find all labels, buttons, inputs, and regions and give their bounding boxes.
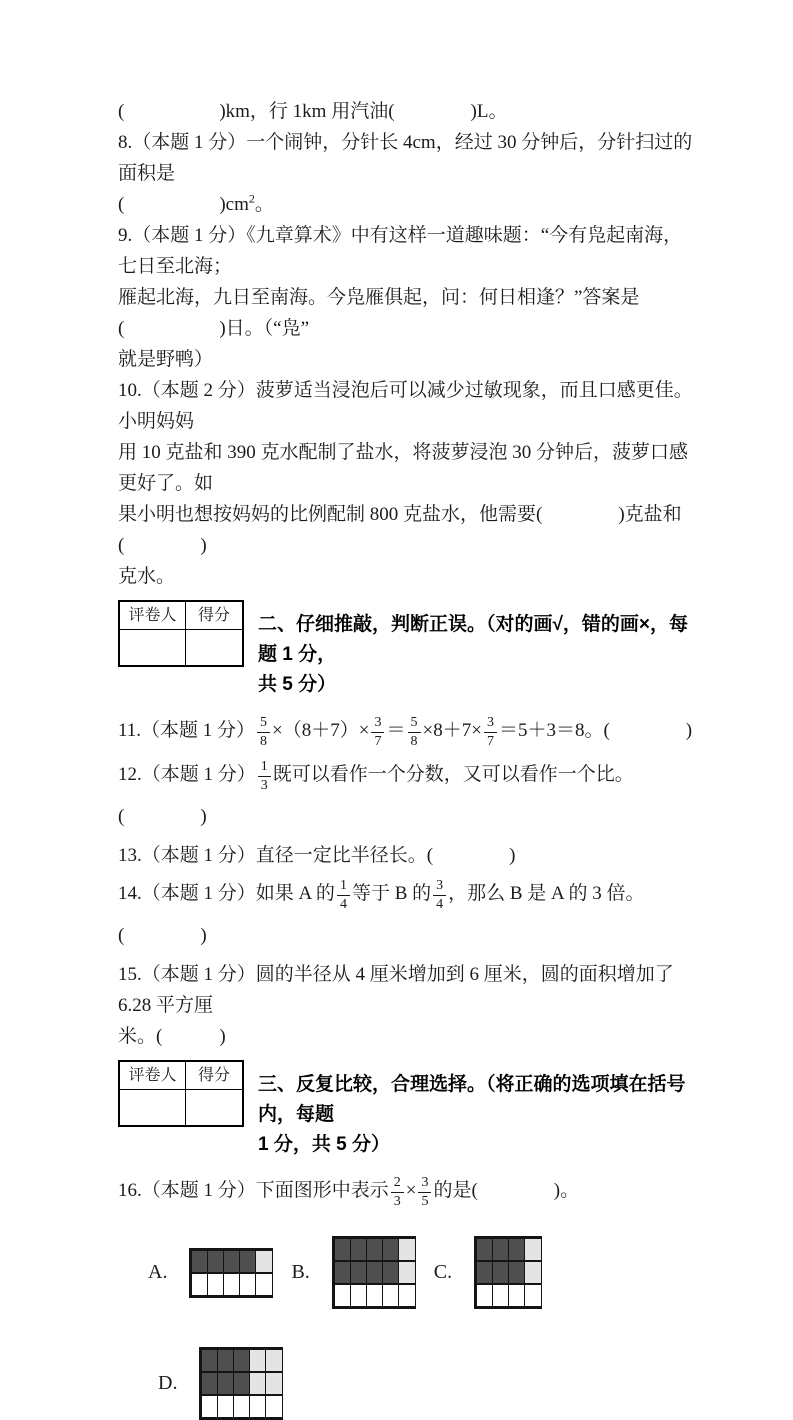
grader-label-cell: 评卷人 xyxy=(120,602,186,630)
heading-line: 1 分，共 5 分） xyxy=(258,1134,390,1155)
text-run: ( )cm xyxy=(118,194,249,215)
grid-cell xyxy=(255,1250,273,1273)
option-d xyxy=(158,1347,283,1420)
text-run: 9.（本题 1 分）《九章算术》中有这样一道趣味题：“今有凫起南海，七日至北海； xyxy=(118,225,683,277)
option-d-label: D. xyxy=(158,1372,178,1394)
fraction-numerator: 3 xyxy=(433,878,446,896)
fraction-numerator: 3 xyxy=(371,715,384,733)
fraction-denominator: 7 xyxy=(374,733,382,749)
question-7-continuation xyxy=(118,96,701,127)
fraction-denominator: 8 xyxy=(260,733,268,749)
text-run: 果小明也想按妈妈的比例配制 800 克盐水，他需要( )克盐和( ) xyxy=(118,504,682,556)
text-run: × xyxy=(405,1180,417,1201)
text-run: ×8＋7× xyxy=(422,720,482,741)
text-run: 雁起北海，九日至南海。今凫雁俱起，问：何日相逢？”答案是( )日。（“凫” xyxy=(118,287,640,339)
grid-cell xyxy=(398,1261,416,1284)
score-blank-cell xyxy=(186,630,242,665)
grader-score-box xyxy=(118,1060,244,1127)
text-run: 14.（本题 1 分）如果 A 的 xyxy=(118,883,335,904)
text-run: 10.（本题 2 分）菠萝适当浸泡后可以减少过敏现象，而且口感更佳。小明妈妈 xyxy=(118,380,693,432)
section-3-heading xyxy=(258,1060,701,1160)
fraction xyxy=(337,878,350,912)
fraction-denominator: 7 xyxy=(486,733,494,749)
grader-label-cell: 评卷人 xyxy=(120,1062,186,1090)
fraction xyxy=(258,759,271,793)
grid-cell xyxy=(524,1238,542,1261)
text-run: 就是野鸭） xyxy=(118,349,214,370)
fraction-denominator: 3 xyxy=(260,777,268,793)
question-12 xyxy=(118,754,701,838)
grid-cell xyxy=(524,1261,542,1284)
fraction-numerator: 1 xyxy=(337,878,350,896)
grid-cell xyxy=(398,1284,416,1307)
question-14 xyxy=(118,873,701,957)
grid-cell xyxy=(255,1273,273,1296)
section-2-heading xyxy=(258,600,701,700)
fraction-denominator: 5 xyxy=(421,1193,429,1209)
heading-line: 共 5 分） xyxy=(258,674,337,695)
score-blank-cell xyxy=(186,1090,242,1125)
fraction xyxy=(391,1175,404,1209)
option-a xyxy=(148,1248,273,1298)
text-run: ( )km，行 1km 用汽油( )L。 xyxy=(118,101,508,122)
fraction-numerator: 2 xyxy=(391,1175,404,1193)
option-b-label: B. xyxy=(291,1261,310,1283)
section-3 xyxy=(118,1060,701,1160)
exam-content xyxy=(118,96,701,1420)
score-label-cell: 得分 xyxy=(186,602,242,630)
text-run: 等于 B 的 xyxy=(351,883,432,904)
option-b xyxy=(291,1236,415,1309)
option-c-grid xyxy=(474,1236,542,1309)
text-run: ＝5＋3＝8。( ) xyxy=(498,720,693,741)
option-a-label: A. xyxy=(148,1261,168,1283)
fraction xyxy=(433,878,446,912)
text-run: 15.（本题 1 分）圆的半径从 4 厘米增加到 6 厘米，圆的面积增加了 6.28 平方厘 xyxy=(118,964,674,1016)
question-13 xyxy=(118,840,701,871)
section-2 xyxy=(118,600,701,700)
question-8 xyxy=(118,127,701,220)
question-16 xyxy=(118,1170,701,1212)
text-run: 12.（本题 1 分） xyxy=(118,764,256,785)
option-a-grid xyxy=(189,1248,273,1298)
choices-row-d xyxy=(158,1347,701,1420)
text-run: 用 10 克盐和 390 克水配制了盐水，将菠萝浸泡 30 分钟后，菠萝口感更好了。如 xyxy=(118,442,689,494)
heading-line: 二、仔细推敲，判断正误。（对的画√，错的画×，每题 1 分， xyxy=(258,614,689,665)
text-run: ×（8＋7）× xyxy=(272,720,370,741)
text-run: ＝ xyxy=(386,720,406,741)
superscript: 2 xyxy=(248,191,255,206)
fraction-numerator: 3 xyxy=(484,715,497,733)
text-run: 。 xyxy=(254,194,274,215)
grader-score-box xyxy=(118,600,244,667)
fraction-numerator: 5 xyxy=(257,715,270,733)
fraction-denominator: 4 xyxy=(436,896,444,912)
question-11 xyxy=(118,710,701,752)
fraction xyxy=(408,715,421,749)
option-b-grid xyxy=(332,1236,416,1309)
fraction xyxy=(484,715,497,749)
fraction xyxy=(371,715,384,749)
option-d-grid xyxy=(199,1347,283,1420)
fraction-numerator: 5 xyxy=(408,715,421,733)
grader-blank-cell xyxy=(120,630,186,665)
text-run: 既可以看作一个分数，又可以看作一个比。( ) xyxy=(118,764,634,827)
text-run: 13.（本题 1 分）直径一定比半径长。( ) xyxy=(118,845,516,866)
text-run: 的是( )。 xyxy=(433,1180,580,1201)
text-run: ，那么 B 是 A 的 3 倍。( ) xyxy=(118,883,645,946)
fraction-denominator: 8 xyxy=(410,733,418,749)
text-run: 11.（本题 1 分） xyxy=(118,720,256,741)
grid-cell xyxy=(265,1395,283,1418)
option-c-label: C. xyxy=(433,1261,453,1283)
fraction-numerator: 3 xyxy=(418,1175,431,1193)
option-c xyxy=(434,1236,542,1309)
question-10 xyxy=(118,375,701,592)
fraction xyxy=(418,1175,431,1209)
fraction-denominator: 4 xyxy=(339,896,347,912)
grid-cell xyxy=(524,1284,542,1307)
question-9 xyxy=(118,220,701,375)
fraction-numerator: 1 xyxy=(258,759,271,777)
text-run: 克水。 xyxy=(118,566,176,587)
question-15 xyxy=(118,959,701,1052)
score-label-cell: 得分 xyxy=(186,1062,242,1090)
grid-cell xyxy=(398,1238,416,1261)
fraction-denominator: 3 xyxy=(393,1193,401,1209)
heading-line: 三、反复比较，合理选择。（将正确的选项填在括号内，每题 xyxy=(258,1074,686,1125)
choices-row-abc xyxy=(148,1236,701,1309)
grid-cell xyxy=(265,1372,283,1395)
fraction xyxy=(257,715,270,749)
grid-cell xyxy=(265,1349,283,1372)
grader-blank-cell xyxy=(120,1090,186,1125)
text-run: 16.（本题 1 分）下面图形中表示 xyxy=(118,1180,389,1201)
text-run: 米。( ) xyxy=(118,1026,226,1047)
text-run: 8.（本题 1 分）一个闹钟，分针长 4cm，经过 30 分钟后，分针扫过的面积是 xyxy=(118,132,693,184)
